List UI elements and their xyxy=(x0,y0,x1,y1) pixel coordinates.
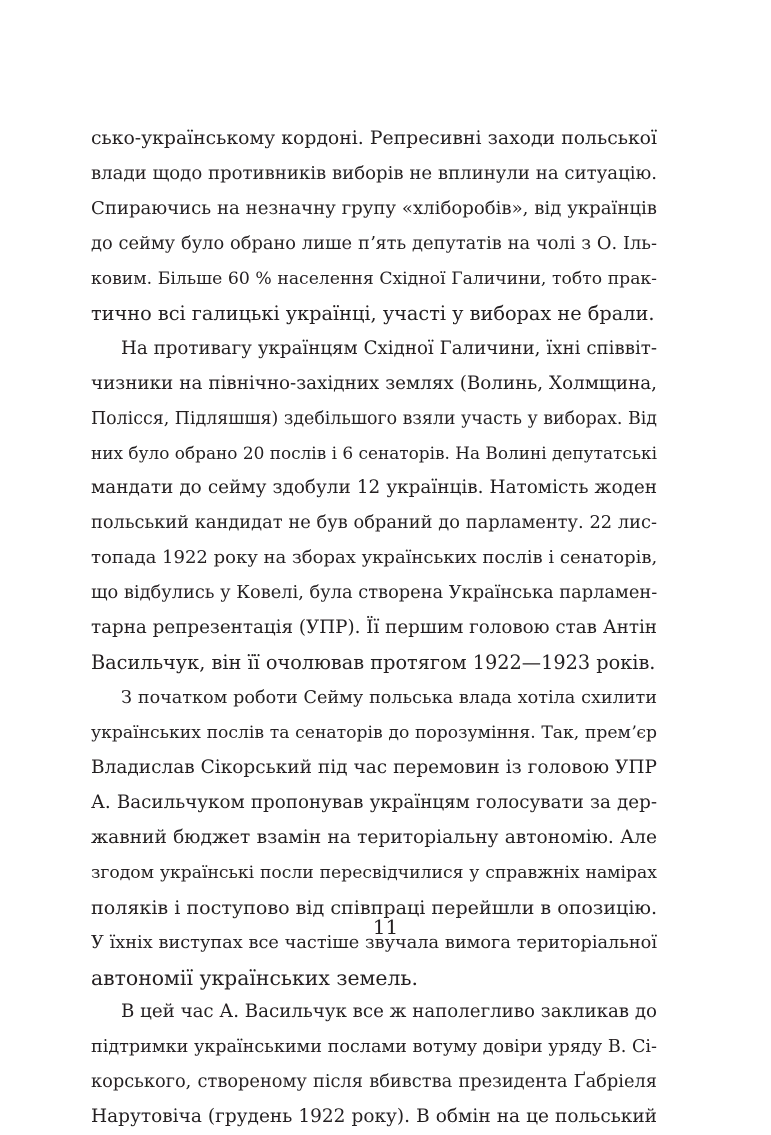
body-text xyxy=(91,122,657,1135)
text-line: тично всі галицькі українці, участі у виборах не брали. xyxy=(91,301,655,325)
text-line: мандати до сейму здобули 12 українців. Натомість жоден xyxy=(91,477,657,499)
text-line: Васильчук, він її очолював протягом 1922—1923 років. xyxy=(91,651,656,675)
text-line: Нарутовіча (грудень 1922 року). В обмін на це польський xyxy=(91,1106,657,1128)
text-line: підтримки українськими послами вотуму довіри уряду В. Сі- xyxy=(91,1037,657,1058)
text-line: корського, створеному після вбивства президента Ґабріеля xyxy=(91,1071,657,1093)
text-line: автономії українських земель. xyxy=(91,965,418,990)
text-line: тарна репрезентація (УПР). Її першим головою став Антін xyxy=(91,617,657,639)
text-line: українських послів та сенаторів до порозуміння. Так, премʼєр xyxy=(91,722,657,743)
text-line: А. Васильчуком пропонував українцям голосувати за дер- xyxy=(91,791,657,813)
text-line: З початком роботи Сейму польська влада хотіла схилити xyxy=(121,688,657,708)
text-line: польський кандидат не був обраний до парламенту. 22 лис- xyxy=(91,512,657,534)
text-line: до сейму було обрано лише пʼять депутатів на чолі з О. Іль- xyxy=(91,232,657,254)
text-line: влади щодо противників виборів не вплинули на ситуацію. xyxy=(91,162,657,184)
text-line: Спираючись на незначну групу «хліборобів», від українців xyxy=(91,197,657,219)
text-line: чизники на північно-західних землях (Волинь, Холмщина, xyxy=(91,372,657,394)
text-line: сько-українському кордоні. Репресивні заходи польської xyxy=(91,128,657,149)
text-line: топада 1922 року на зборах українських послів і сенаторів, xyxy=(91,547,658,569)
text-line: що відбулись у Ковелі, була створена Українська парламен- xyxy=(91,582,658,604)
text-line: Владислав Сікорський під час перемовин із головою УПР xyxy=(91,756,657,778)
text-line: поляків і поступово від співпраці перейшли в опозицію. xyxy=(91,895,658,919)
text-line: згодом українські посли пересвідчилися у справжніх намірах xyxy=(91,862,657,883)
text-line: У їхніх виступах все частіше звучала вимога територіальної xyxy=(91,932,657,953)
text-line: жавний бюджет взамін на територіальну автономію. Але xyxy=(91,826,657,848)
page-number: 11 xyxy=(372,915,399,939)
text-line: них було обрано 20 послів і 6 сенаторів. На Волині депутатські xyxy=(91,443,657,464)
text-line: Полісся, Підляшшя) здебільшого взяли участь у виборах. Від xyxy=(91,408,657,429)
text-line: В цей час А. Васильчук все ж наполегливо закликав до xyxy=(121,1001,657,1023)
text-line: На противагу українцям Східної Галичини, їхні співвіт- xyxy=(121,337,657,359)
text-line: ковим. Більше 60 % населення Східної Галичини, тобто прак- xyxy=(91,268,657,289)
